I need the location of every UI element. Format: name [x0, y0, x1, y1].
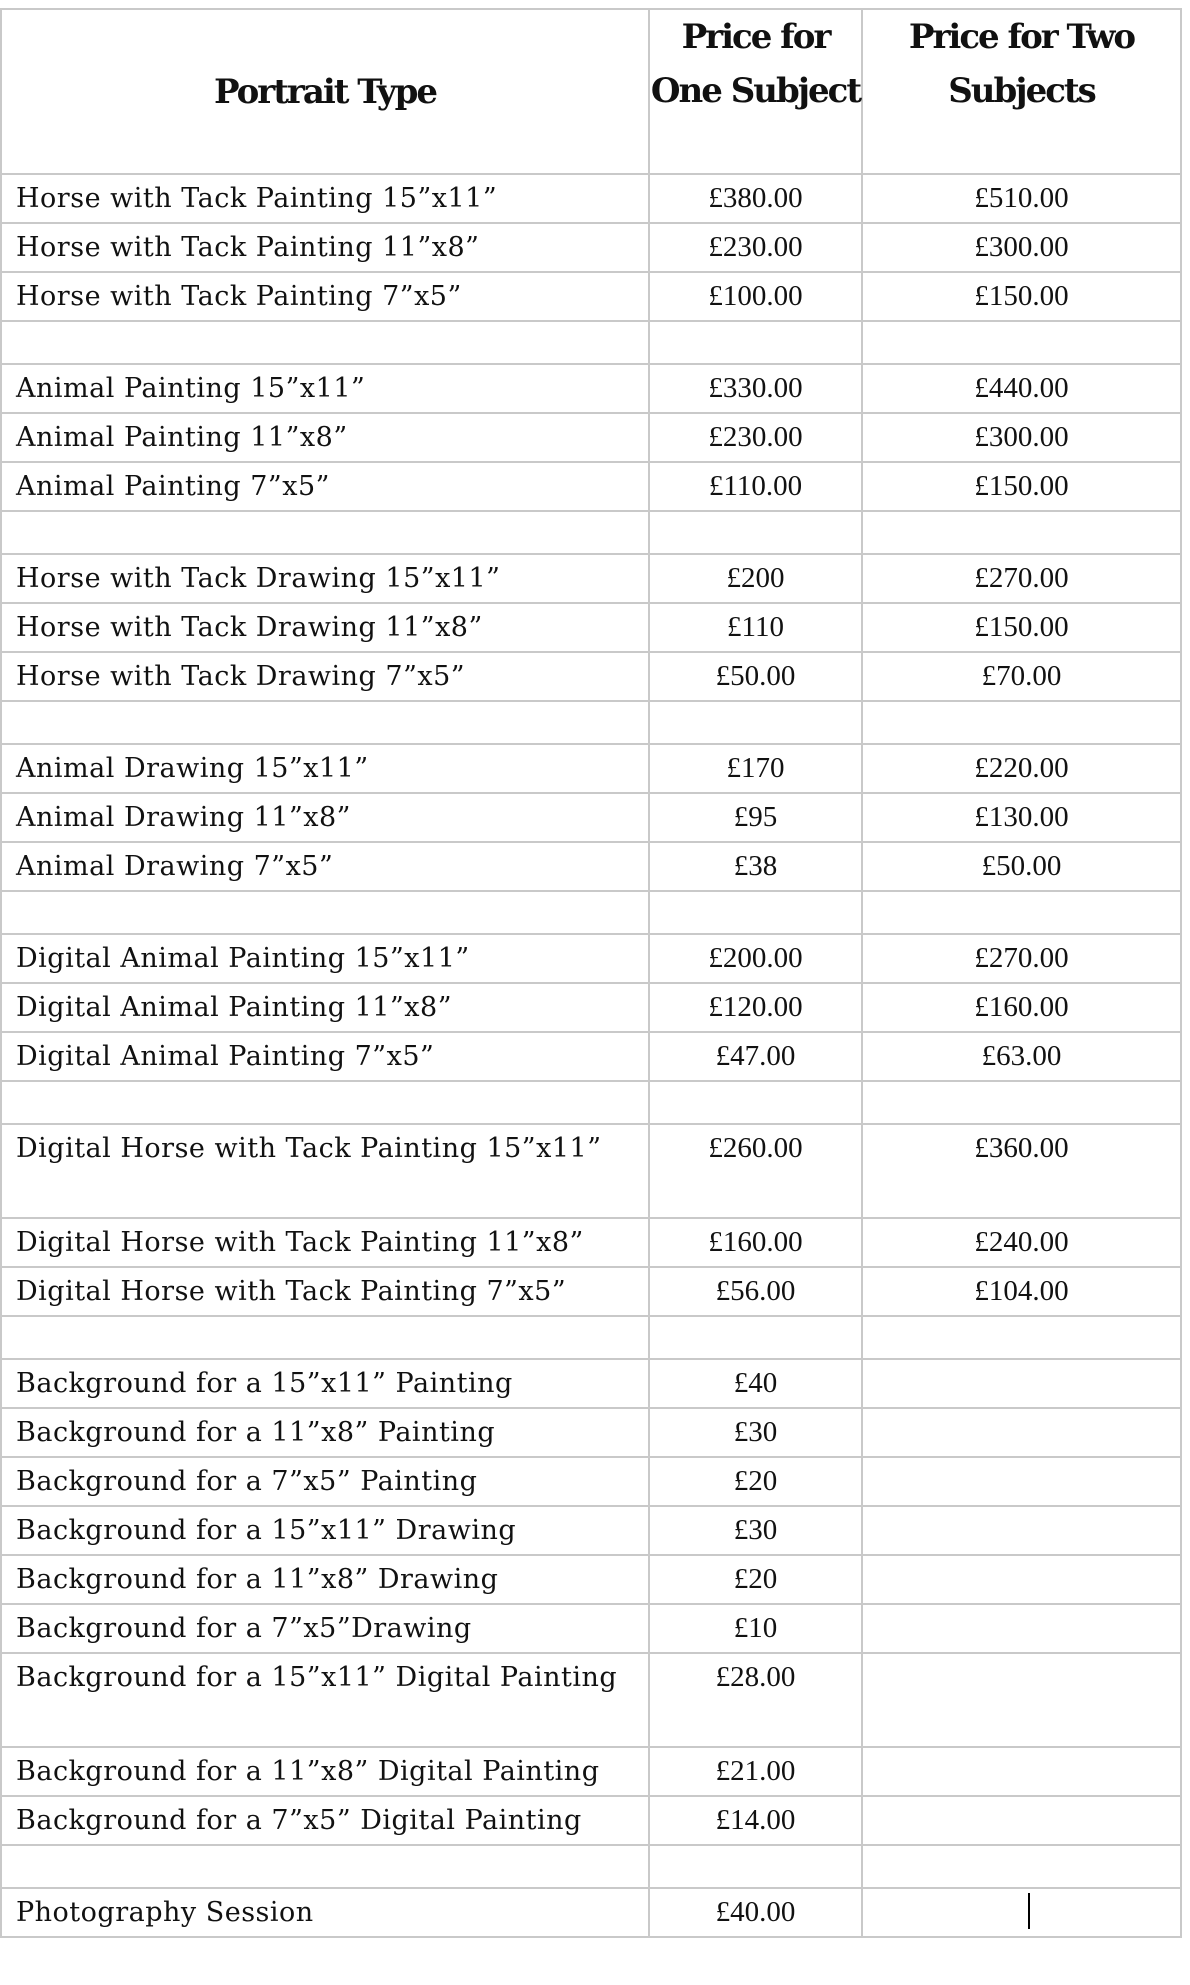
- portrait-type-cell: Animal Painting 11”x8”: [1, 413, 649, 462]
- table-row: [1, 1796, 1181, 1845]
- portrait-type-cell: Horse with Tack Drawing 7”x5”: [1, 652, 649, 701]
- spacer-row: [1, 1081, 1181, 1124]
- empty-cell: [862, 891, 1181, 934]
- price-two-cell: [862, 1604, 1181, 1653]
- spacer-row: [1, 891, 1181, 934]
- empty-cell: [649, 701, 862, 744]
- price-two-cell: [862, 1506, 1181, 1555]
- table-row: [1, 223, 1181, 272]
- price-two-cell: [862, 1888, 1181, 1937]
- table-row: [1, 652, 1181, 701]
- empty-cell: [1, 1081, 649, 1124]
- portrait-type-cell: Digital Animal Painting 7”x5”: [1, 1032, 649, 1081]
- price-two-cell: £270.00: [862, 554, 1181, 603]
- portrait-type-cell: Animal Drawing 7”x5”: [1, 842, 649, 891]
- price-one-cell: £200: [649, 554, 862, 603]
- portrait-type-cell: Horse with Tack Drawing 15”x11”: [1, 554, 649, 603]
- price-two-cell: £50.00: [862, 842, 1181, 891]
- empty-cell: [649, 1081, 862, 1124]
- price-one-cell: £260.00: [649, 1124, 862, 1218]
- price-one-cell: £30: [649, 1506, 862, 1555]
- empty-cell: [1, 701, 649, 744]
- table-row: [1, 1267, 1181, 1316]
- portrait-type-cell: Digital Animal Painting 15”x11”: [1, 934, 649, 983]
- empty-cell: [862, 1081, 1181, 1124]
- text-cursor: [1028, 1893, 1030, 1929]
- price-two-cell: [862, 1653, 1181, 1747]
- empty-cell: [862, 1316, 1181, 1359]
- header-portrait-type: Portrait Type: [1, 9, 649, 174]
- price-two-cell: £360.00: [862, 1124, 1181, 1218]
- table-row: [1, 364, 1181, 413]
- spacer-row: [1, 321, 1181, 364]
- empty-cell: [649, 511, 862, 554]
- table-row: [1, 983, 1181, 1032]
- header-price-two: Price for Two Subjects: [862, 9, 1181, 174]
- empty-cell: [1, 511, 649, 554]
- portrait-type-cell: Animal Painting 15”x11”: [1, 364, 649, 413]
- portrait-type-cell: Horse with Tack Painting 11”x8”: [1, 223, 649, 272]
- price-two-cell: £63.00: [862, 1032, 1181, 1081]
- price-one-cell: £10: [649, 1604, 862, 1653]
- table-row: [1, 744, 1181, 793]
- price-one-cell: £160.00: [649, 1218, 862, 1267]
- empty-cell: [1, 1316, 649, 1359]
- price-one-cell: £380.00: [649, 174, 862, 223]
- price-one-cell: £110: [649, 603, 862, 652]
- portrait-type-cell: Background for a 11”x8” Digital Painting: [1, 1747, 649, 1796]
- price-two-cell: £160.00: [862, 983, 1181, 1032]
- price-table-body: [1, 174, 1181, 1937]
- spacer-row: [1, 511, 1181, 554]
- price-one-cell: £100.00: [649, 272, 862, 321]
- empty-cell: [649, 891, 862, 934]
- price-one-cell: £170: [649, 744, 862, 793]
- table-row: [1, 842, 1181, 891]
- portrait-type-cell: Background for a 7”x5” Digital Painting: [1, 1796, 649, 1845]
- price-two-cell: [862, 1747, 1181, 1796]
- price-one-cell: £30: [649, 1408, 862, 1457]
- empty-cell: [862, 1845, 1181, 1888]
- portrait-type-cell: Background for a 11”x8” Drawing: [1, 1555, 649, 1604]
- portrait-type-cell: Animal Painting 7”x5”: [1, 462, 649, 511]
- table-row: [1, 1408, 1181, 1457]
- portrait-type-cell: Animal Drawing 11”x8”: [1, 793, 649, 842]
- empty-cell: [1, 1845, 649, 1888]
- price-two-cell: £270.00: [862, 934, 1181, 983]
- portrait-type-cell: Digital Horse with Tack Painting 15”x11”: [1, 1124, 649, 1218]
- table-row: [1, 793, 1181, 842]
- table-row: [1, 1359, 1181, 1408]
- price-one-cell: £200.00: [649, 934, 862, 983]
- price-one-cell: £230.00: [649, 413, 862, 462]
- table-row: [1, 1506, 1181, 1555]
- price-one-cell: £40.00: [649, 1888, 862, 1937]
- header-price-one: Price for One Subject: [649, 9, 862, 174]
- price-one-cell: £38: [649, 842, 862, 891]
- price-two-cell: [862, 1359, 1181, 1408]
- portrait-type-cell: Background for a 11”x8” Painting: [1, 1408, 649, 1457]
- portrait-type-cell: Photography Session: [1, 1888, 649, 1937]
- spacer-row: [1, 701, 1181, 744]
- table-row: [1, 272, 1181, 321]
- price-one-cell: £95: [649, 793, 862, 842]
- portrait-type-cell: Horse with Tack Painting 7”x5”: [1, 272, 649, 321]
- price-two-cell: [862, 1796, 1181, 1845]
- table-row: [1, 1555, 1181, 1604]
- table-row: [1, 554, 1181, 603]
- table-row: [1, 462, 1181, 511]
- price-two-cell: £510.00: [862, 174, 1181, 223]
- table-row: [1, 1653, 1181, 1747]
- table-row: [1, 1888, 1181, 1937]
- price-two-cell: £150.00: [862, 462, 1181, 511]
- price-one-cell: £14.00: [649, 1796, 862, 1845]
- empty-cell: [649, 321, 862, 364]
- price-one-cell: £21.00: [649, 1747, 862, 1796]
- spacer-row: [1, 1845, 1181, 1888]
- table-row: [1, 174, 1181, 223]
- price-one-cell: £230.00: [649, 223, 862, 272]
- portrait-type-cell: Digital Animal Painting 11”x8”: [1, 983, 649, 1032]
- price-one-cell: £330.00: [649, 364, 862, 413]
- table-row: [1, 603, 1181, 652]
- price-two-cell: £240.00: [862, 1218, 1181, 1267]
- price-one-cell: £28.00: [649, 1653, 862, 1747]
- empty-cell: [1, 891, 649, 934]
- price-two-cell: £300.00: [862, 223, 1181, 272]
- price-one-cell: £20: [649, 1555, 862, 1604]
- price-two-cell: [862, 1457, 1181, 1506]
- price-table: [0, 8, 1182, 1938]
- table-row: [1, 413, 1181, 462]
- price-one-cell: £47.00: [649, 1032, 862, 1081]
- price-two-cell: £70.00: [862, 652, 1181, 701]
- price-one-cell: £40: [649, 1359, 862, 1408]
- price-two-cell: £440.00: [862, 364, 1181, 413]
- table-row: [1, 1124, 1181, 1218]
- price-one-cell: £56.00: [649, 1267, 862, 1316]
- empty-cell: [862, 321, 1181, 364]
- price-two-cell: £220.00: [862, 744, 1181, 793]
- table-row: [1, 1604, 1181, 1653]
- portrait-type-cell: Digital Horse with Tack Painting 11”x8”: [1, 1218, 649, 1267]
- price-one-cell: £50.00: [649, 652, 862, 701]
- portrait-type-cell: Horse with Tack Drawing 11”x8”: [1, 603, 649, 652]
- price-one-cell: £120.00: [649, 983, 862, 1032]
- price-two-cell: £150.00: [862, 603, 1181, 652]
- portrait-type-cell: Background for a 15”x11” Painting: [1, 1359, 649, 1408]
- table-row: [1, 1218, 1181, 1267]
- table-row: [1, 1747, 1181, 1796]
- empty-cell: [649, 1845, 862, 1888]
- empty-cell: [862, 701, 1181, 744]
- portrait-type-cell: Background for a 7”x5”Drawing: [1, 1604, 649, 1653]
- portrait-type-cell: Horse with Tack Painting 15”x11”: [1, 174, 649, 223]
- table-row: [1, 934, 1181, 983]
- portrait-type-cell: Digital Horse with Tack Painting 7”x5”: [1, 1267, 649, 1316]
- price-two-cell: [862, 1408, 1181, 1457]
- portrait-type-cell: Background for a 15”x11” Digital Painting: [1, 1653, 649, 1747]
- empty-cell: [862, 511, 1181, 554]
- price-two-cell: £300.00: [862, 413, 1181, 462]
- portrait-type-cell: Background for a 7”x5” Painting: [1, 1457, 649, 1506]
- price-two-cell: [862, 1555, 1181, 1604]
- table-row: [1, 1457, 1181, 1506]
- header-row: [1, 9, 1181, 174]
- price-one-cell: £110.00: [649, 462, 862, 511]
- price-two-cell: £130.00: [862, 793, 1181, 842]
- price-one-cell: £20: [649, 1457, 862, 1506]
- price-two-cell: £150.00: [862, 272, 1181, 321]
- portrait-type-cell: Background for a 15”x11” Drawing: [1, 1506, 649, 1555]
- table-row: [1, 1032, 1181, 1081]
- portrait-type-cell: Animal Drawing 15”x11”: [1, 744, 649, 793]
- price-two-cell: £104.00: [862, 1267, 1181, 1316]
- empty-cell: [649, 1316, 862, 1359]
- empty-cell: [1, 321, 649, 364]
- spacer-row: [1, 1316, 1181, 1359]
